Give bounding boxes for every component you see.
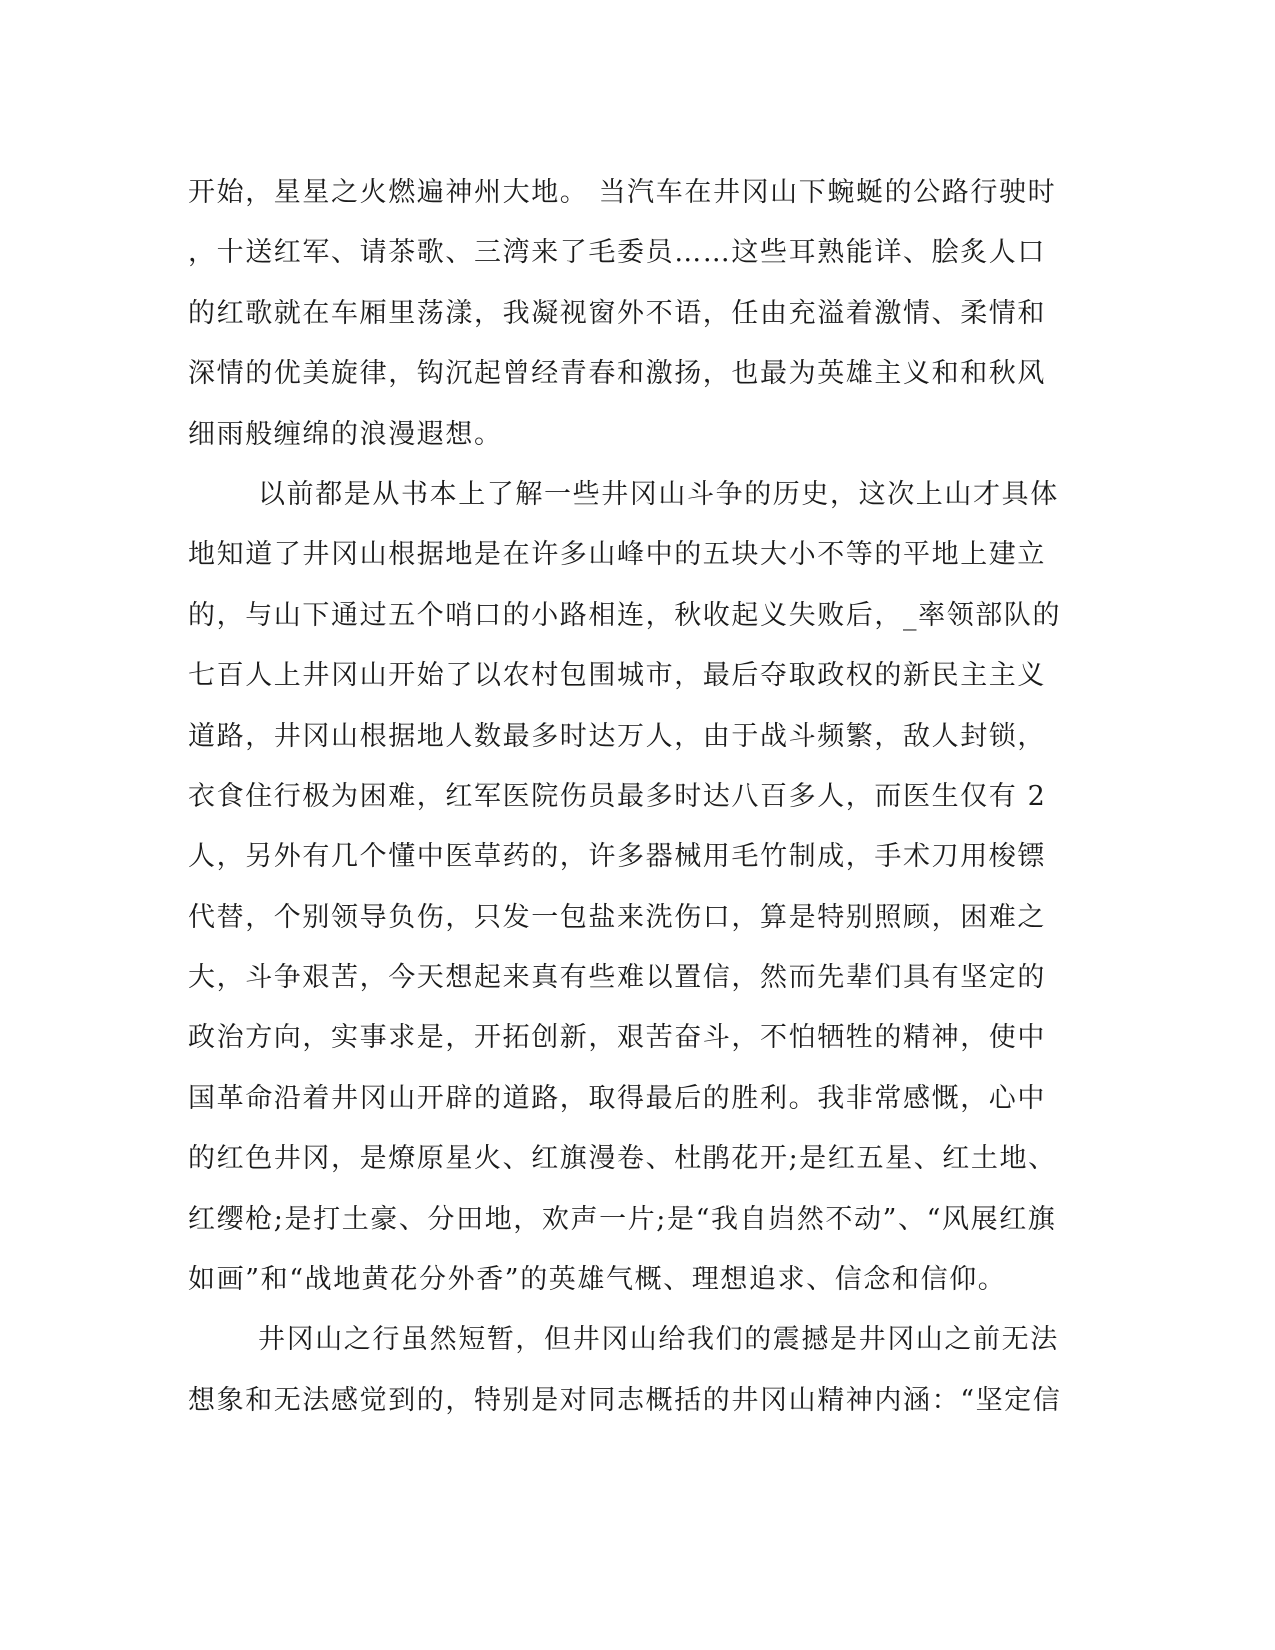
text-line: 政治方向，实事求是，开拓创新，艰苦奋斗，不怕牺牲的精神，使中 [188,1022,1046,1054]
text-line: 红缨枪;是打土豪、分田地，欢声一片;是“我自岿然不动”、“风展红旗 [188,1203,1057,1235]
text-line: 深情的优美旋律，钩沉起曾经青春和激扬，也最为英雄主义和和秋风 [188,358,1046,390]
paragraph-start-line: 井冈山之行虽然短暂，但井冈山给我们的震撼是井冈山之前无法 [258,1324,1059,1356]
text-line: 七百人上井冈山开始了以农村包围城市，最后夺取政权的新民主主义 [188,660,1046,692]
text-line: 代替，个别领导负伤，只发一包盐来洗伤口，算是特别照顾，困难之 [188,901,1046,933]
text-line: 开始，星星之火燃遍神州大地。 当汽车在井冈山下蜿蜒的公路行驶时 [188,177,1057,208]
body-text [188,163,1068,1431]
text-line: 细雨般缠绵的浪漫遐想。 [188,418,503,450]
text-line: 如画”和“战地黄花分外香”的英雄气概、理想追求、信念和信仰。 [188,1264,1007,1296]
text-line: 想象和无法感觉到的，特别是对同志概括的井冈山精神内涵：“坚定信 [188,1384,1062,1416]
text-line: 人，另外有几个懂中医草药的，许多器械用毛竹制成，手术刀用梭镖 [188,841,1046,873]
text-line: 大，斗争艰苦，今天想起来真有些难以置信，然而先辈们具有坚定的 [188,962,1046,994]
text-line: 道路，井冈山根据地人数最多时达万人，由于战斗频繁，敌人封锁， [188,720,1046,752]
text-line: ，十送红军、请茶歌、三湾来了毛委员……这些耳熟能详、脍炙人口 [188,237,1046,269]
paragraph-start-line: 以前都是从书本上了解一些井冈山斗争的历史，这次上山才具体 [258,478,1059,510]
text-line: 衣食住行极为困难，红军医院伤员最多时达八百多人，而医生仅有 2 [188,780,1047,812]
text-line: 的，与山下通过五个哨口的小路相连，秋收起义失败后，_率领部队的 [188,599,1062,631]
text-line: 的红色井冈，是燎原星火、红旗漫卷、杜鹃花开;是红五星、红土地、 [188,1143,1057,1175]
text-line: 地知道了井冈山根据地是在许多山峰中的五块大小不等的平地上建立 [188,539,1046,571]
text-line: 国革命沿着井冈山开辟的道路，取得最后的胜利。我非常感慨，心中 [188,1082,1046,1114]
text-line: 的红歌就在车厢里荡漾，我凝视窗外不语，任由充溢着激情、柔情和 [188,297,1046,329]
